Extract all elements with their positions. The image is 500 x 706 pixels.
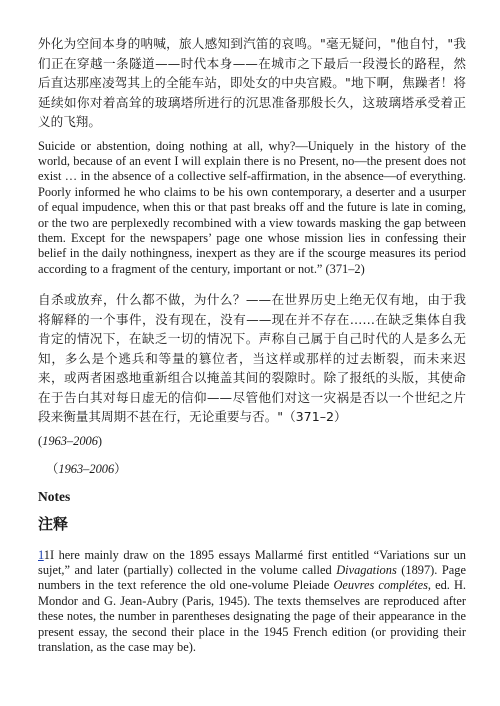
book-title-divagations: Divagations <box>336 563 397 578</box>
dates-english: (1963–2006) <box>38 433 103 448</box>
document-page <box>38 34 466 669</box>
english-quote-paragraph: Suicide or abstention, doing nothing at all, why?—Uniquely in the history of the world, because of an event I will explain there is no Present, no—the present does not exist … in the absence of a collective self-affirmation, in the absence—of everything. Poorly informed he who claims to be his own contemporary, a deserter and a usurper of equal impudence, when this or that past breaks off and the future is late in coming, or the two are perplexedly recombined with a view towards masking the gap between them. Except for the newspapers’ page one whose mission lies in confessing their belief in the daily nothingness, inexpert as they are if the scourge measures its period according to a fragment of the century, important or not.” (371–2) <box>38 138 466 276</box>
dates-chinese: （1963–2006） <box>46 461 127 476</box>
footnote-1-backlink[interactable]: 1 <box>38 547 44 562</box>
footnote-1: 11I here mainly draw on the 1895 essays Mallarmé first entitled “Variations sur un sujet,” and later (partially) collected in the volume called Divagations (1897). Page numbers in the text reference the old one-volume Pleiade Oeuvres complétes, ed. H. Mondor and G. Jean-Aubry (Paris, 1945). The texts themselves are reproduced after these notes, the number in parentheses designating the page of their appearance in the present essay, the second their place in the 1945 French edition (or providing their translation, as the case may be). <box>38 547 466 655</box>
dates-chinese-years: 1963–2006 <box>58 461 115 476</box>
edition-title-oeuvres: Oeuvres complétes <box>333 578 428 593</box>
notes-heading-chinese: 注释 <box>38 514 69 533</box>
notes-heading-english: Notes <box>38 488 71 504</box>
chinese-paragraph-intro: 外化为空间本身的呐喊，旅人感知到汽笛的哀鸣。"毫无疑问，"他自忖，"我们正在穿越一条隧道——时代本身——在城市之下最后一段漫长的路程，然后直达那座凌驾其上的全能车站，即处女的中央宫殿。"地下啊，焦躁者！将延续如你对着高耸的玻璃塔所进行的沉思准备那般长久，这玻璃塔承受着正义的飞翔。 <box>38 36 466 129</box>
chinese-quote-paragraph: 自杀或放弃，什么都不做，为什么？——在世界历史上绝无仅有地，由于我将解释的一个事件，没有现在，没有——现在并不存在……在缺乏集体自我肯定的情况下，在缺乏一切的情况下。声称自己属于自己时代的人是多么无知，多么是个逃兵和等量的篡位者，当这样或那样的过去断裂，而未来迟来，或两者困惑地重新组合以掩盖其间的裂隙时。除了报纸的头版，其使命在于告白其对每日虚无的信仰——尽管他们对这一灾祸是否以一个世纪之片段来衡量其周期不甚在行，无论重要与否。"（371–2） <box>38 292 466 425</box>
dates-english-years: 1963–2006 <box>42 433 98 448</box>
